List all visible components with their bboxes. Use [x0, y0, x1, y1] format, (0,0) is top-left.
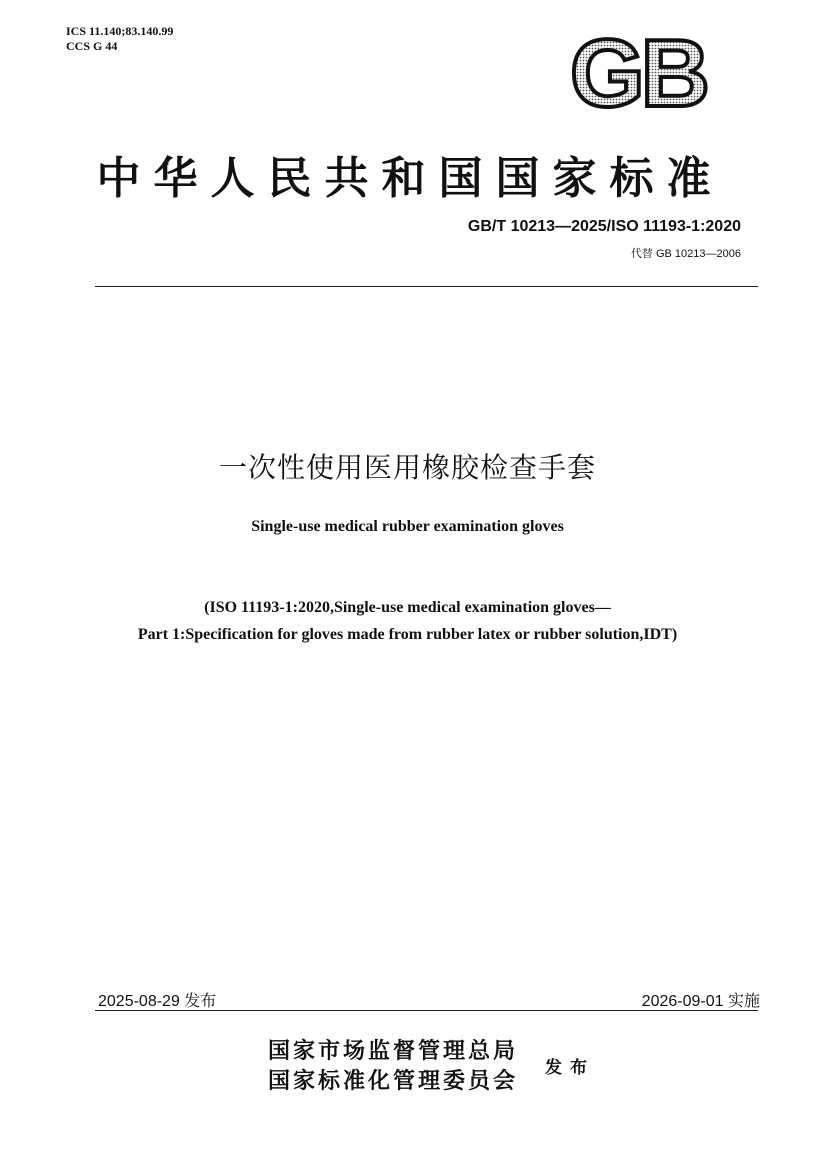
gb-logo: [558, 26, 718, 116]
ics-code: ICS 11.140;83.140.99: [66, 24, 174, 38]
bottom-divider: [95, 1010, 758, 1011]
classification-codes: [66, 24, 173, 54]
publication-date: 2025-08-29 发布: [98, 993, 217, 1010]
issuer-sac: 国家标准化管理委员会: [268, 1068, 519, 1094]
ccs-code: CCS G 44: [66, 39, 118, 53]
document-title-en: Single-use medical rubber examination gloves: [251, 518, 564, 535]
gb-logo-text: GB: [570, 26, 706, 116]
issuing-authorities: [268, 1036, 518, 1096]
standard-number: GB/T 10213—2025/ISO 11193-1:2020: [467, 218, 741, 235]
document-title-cn: 一次性使用医用橡胶检查手套: [218, 451, 596, 484]
top-divider: [95, 286, 758, 287]
iso-reference-line2: Part 1:Specification for gloves made from rubber latex or rubber solution,IDT): [137, 626, 678, 643]
national-standard-title: 中华人民共和国国家标准: [96, 153, 724, 204]
issue-action: 发布: [545, 1058, 595, 1078]
iso-reference-line1: (ISO 11193-1:2020,Single-use medical examination gloves—: [204, 599, 611, 616]
replaces-standard: 代替 GB 10213—2006: [630, 248, 741, 260]
implementation-date: 2026-09-01 实施: [641, 993, 760, 1010]
iso-reference: [0, 594, 815, 648]
issuer-samr: 国家市场监督管理总局: [268, 1038, 519, 1064]
